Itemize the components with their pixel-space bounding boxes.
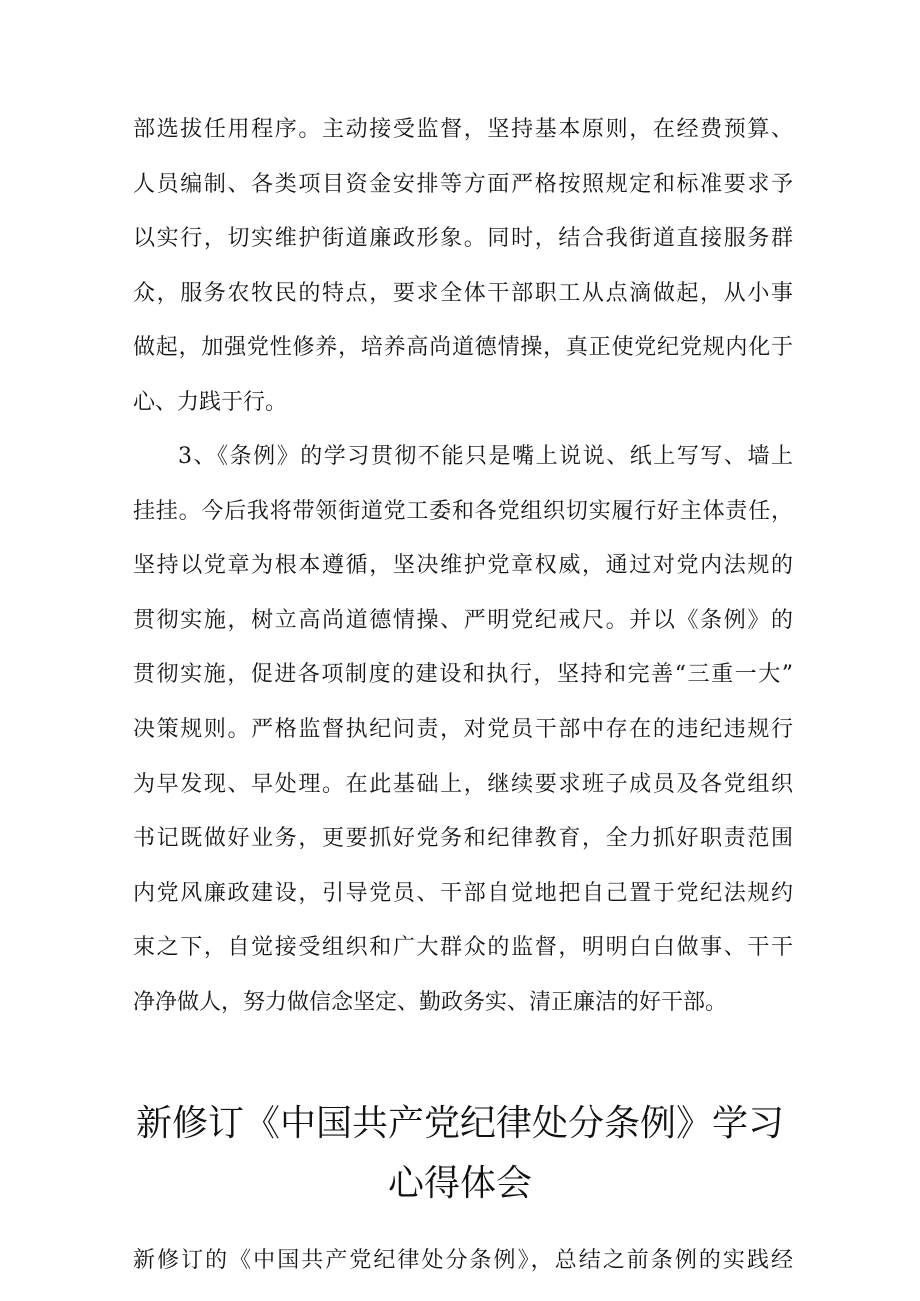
paragraph-line: 众，服务农牧民的特点，要求全体干部职工从点滴做起，从小事 xyxy=(133,281,793,306)
paragraph-line: 贯彻实施，树立高尚道德情操、严明党纪戒尺。并以《条例》的 xyxy=(133,608,793,633)
paragraph-line: 坚持以党章为根本遵循，坚决维护党章权威，通过对党内法规的 xyxy=(133,553,793,578)
paragraph-line: 净净做人，努力做信念坚定、勤政务实、清正廉洁的好干部。 xyxy=(133,990,728,1015)
paragraph-line: 3、《条例》的学习贯彻不能只是嘴上说说、纸上写写、墙上 xyxy=(178,444,793,469)
paragraph-line: 书记既做好业务，更要抓好党务和纪律教育，全力抓好职责范围 xyxy=(133,826,793,851)
paragraph-line: 做起，加强党性修养，培养高尚道德情操，真正使党纪党规内化于 xyxy=(133,335,793,360)
paragraph-line: 内党风廉政建设，引导党员、干部自觉地把自己置于党纪法规约 xyxy=(133,881,793,906)
paragraph-line: 部选拔任用程序。主动接受监督，坚持基本原则，在经费预算、 xyxy=(133,117,793,142)
paragraph-line: 为早发现、早处理。在此基础上，继续要求班子成员及各党组织 xyxy=(133,772,793,797)
title-line: 新修订《中国共产党纪律处分条例》学习 xyxy=(135,1103,784,1144)
paragraph-line: 以实行，切实维护街道廉政形象。同时，结合我街道直接服务群 xyxy=(133,226,793,251)
title-line: 心得体会 xyxy=(387,1163,532,1204)
paragraph-line: 人员编制、各类项目资金安排等方面严格按照规定和标准要求予 xyxy=(133,172,793,197)
paragraph-line: 束之下，自觉接受组织和广大群众的监督，明明白白做事、干干 xyxy=(133,935,793,960)
paragraph-line: 决策规则。严格监督执纪问责，对党员干部中存在的违纪违规行 xyxy=(133,717,793,742)
paragraph-line: 新修订的《中国共产党纪律处分条例》，总结之前条例的实践经 xyxy=(133,1248,793,1273)
paragraph-line: 挂挂。今后我将带领街道党工委和各党组织切实履行好主体责任， xyxy=(133,499,793,524)
paragraph-line: 心、力践于行。 xyxy=(133,390,288,415)
paragraph-line: 贯彻实施，促进各项制度的建设和执行，坚持和完善“三重一大” xyxy=(133,662,793,687)
